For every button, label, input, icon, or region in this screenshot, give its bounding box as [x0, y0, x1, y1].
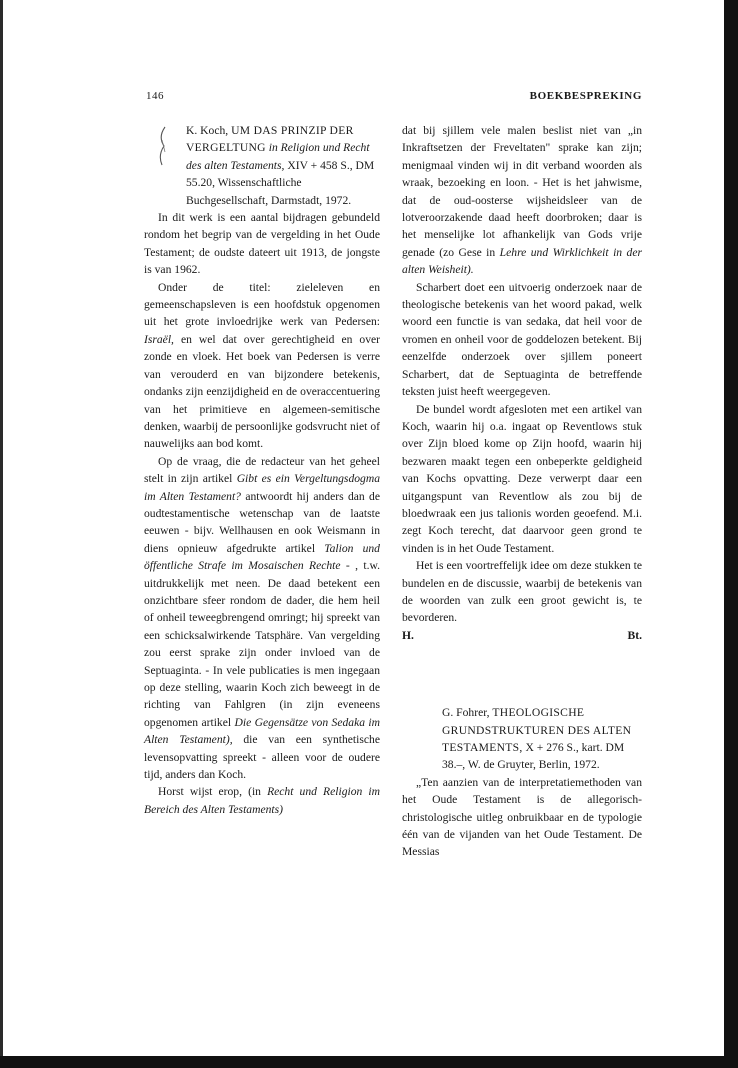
section-title: BOEKBESPREKING — [529, 90, 642, 102]
review1-details: XIV + 458 S., DM 55.20, Wissenschaftliche Buchgesellschaft, Darmstadt, 1972. — [186, 158, 375, 207]
text-italic: Die Gegensätze von Sedaka im Alten Testament), — [144, 715, 380, 747]
review1-citation — [186, 122, 380, 209]
text-run: antwoordt hij anders dan de oudtestamentische wetenschap van de laatste eeuwen - bijv. Wellhausen en ook Weismann in diens opnieuw afgedrukte artikel — [144, 489, 380, 555]
review1-paragraph-7: Het is een voortreffelijk idee om deze stukken te bundelen en de discussie, waarbij de betekenis van de woorden van zulk een groot gewicht is, te bevorderen. — [402, 559, 642, 625]
review1-paragraph-4-start — [144, 783, 380, 818]
signature-initials-left: H. — [402, 628, 414, 642]
review1-paragraph-3 — [144, 453, 380, 784]
review1-signature — [402, 627, 642, 644]
review1-title: UM DAS PRINZIP DER VERGELTUNG — [186, 124, 354, 155]
section-gap — [402, 644, 642, 704]
text-run: - , t.w. uitdrukkelijk met neen. De daad betekent een onzichtbare sfeer rondom de dader, die hem heil of onheil teweegbrengend omringt; hij spreekt van een schicksalwirkende Tatsphäre. Van vergelding zou eerst sprake zijn onder invloed van de Septuaginta. - In vele publicaties is men ingegaan op deze stelling, waarin Koch zich beweegt in de richting van Fahlgren (in zijn eveneens opgenomen artikel — [144, 559, 380, 729]
text-run: Onder de titel: zieleleven en gemeenschapsleven is een hoofdstuk opgenomen uit het grote invloedrijke werk van Pedersen: — [144, 280, 380, 329]
review1-paragraph-6: De bundel wordt afgesloten met een artikel van Koch, waarin hij o.a. ingaat op Reventlows stuk over Zijn bloed kome op Zijn hoofd, waarin hij bezwaren maakt tegen een onbeperkte geldigheid van Kochs opvatting. Deze verwerpt daar een uitgangspunt van Reventlow als zou bij de bloedwraak een jus talionis worden geoefend. M.i. zegt Koch terecht, dat daarvoor geen grond te vinden is in het Oude Testament. — [402, 402, 642, 555]
signature-initials-right: Bt. — [627, 628, 642, 642]
review1-paragraph-2 — [144, 279, 380, 453]
text-run: en wel dat over gerechtigheid en over zonde en vloek. Het boek van Pedersen is verre van verouderd en van bijzondere betekenis, ondanks zijn eenzijdigheid en de overaccentuering van het primitieve en algemeen-semitische denken, waarbij de persoonlijke godsvrucht niet of nauwelijks aan bod komt. — [144, 332, 380, 451]
review2-paragraph-1: „Ten aanzien van de interpretatiemethoden van het Oude Testament is de allegorisch-christologische uitleg onbruikbaar en de typologie één van de vijanden van het Oude Testament. De Messias — [402, 775, 642, 859]
text-italic: Talion und öffentliche Strafe im Mosaischen Rechte — [144, 541, 380, 573]
review2-title: THEOLOGISCHE GRUNDSTRUKTUREN DES ALTEN TESTAMENTS, — [442, 706, 632, 754]
page-number: 146 — [146, 90, 164, 102]
review1-subtitle: in Religion und Recht des alten Testaments, — [186, 141, 370, 172]
text-run: Op de vraag, die de redacteur van het geheel stelt in zijn artikel — [144, 454, 380, 486]
text-italic: Israël, — [144, 332, 174, 346]
review2-citation — [442, 704, 642, 774]
text-italic: Lehre und Wirklichkeit in der alten Weisheit). — [402, 245, 643, 277]
review1-author: K. Koch, — [186, 124, 232, 137]
scan-edge-left — [0, 0, 3, 1068]
column-right — [402, 122, 642, 861]
text-run: dat bij sjillem vele malen beslist niet van „in Inkraftsetzen der Freveltaten" sprake kan zijn; menigmaal vinden wij in dit verband woorden als wraak, bezoeking en loon. - Het is het jahwisme, dat de oud-oosterse wijsheidsleer van de lotveroorzakende daad heeft doorbroken; daar is het menselijke lot afhankelijk van Gods vrije genade (zo Gese in — [402, 124, 642, 259]
text-italic: Recht und Religion im Bereich des Alten Testaments) — [144, 785, 380, 816]
scan-edge-right — [724, 0, 738, 1068]
text-italic: Gibt es ein Vergeltungsdogma im Alten Testament? — [144, 472, 380, 503]
column-left — [144, 122, 380, 818]
review1-paragraph-5: Scharbert doet een uitvoerig onderzoek naar de theologische betekenis van het woord pakad, welk woord een functie is van sedaka, dat heil voor de vromen en onheil voor de goddelozen betekent. Bij eenzelfde onderzoek over sjillem poneert Scharbert, dat de Septuaginta de betreffende teksten juist heeft weergegeven. — [402, 280, 642, 399]
text-run: die van een synthetische levensopvatting spreekt - alleen voor de oudere tijd, anders dan Koch. — [144, 733, 380, 782]
review1-paragraph-1: In dit werk is een aantal bijdragen gebundeld rondom het begrip van de vergelding in het Oude Testament; de oudste dateert uit 1913, de jongste is van 1962. — [144, 211, 380, 277]
review2-details: X + 276 S., kart. DM 38.–, W. de Gruyter, Berlin, 1972. — [442, 741, 625, 772]
review1-paragraph-4-cont — [402, 122, 642, 279]
review2-author: G. Fohrer, — [442, 706, 493, 720]
margin-pencil-mark-icon — [156, 126, 170, 166]
text-run: Horst wijst erop, (in — [158, 785, 268, 799]
scan-edge-bottom — [0, 1056, 738, 1068]
